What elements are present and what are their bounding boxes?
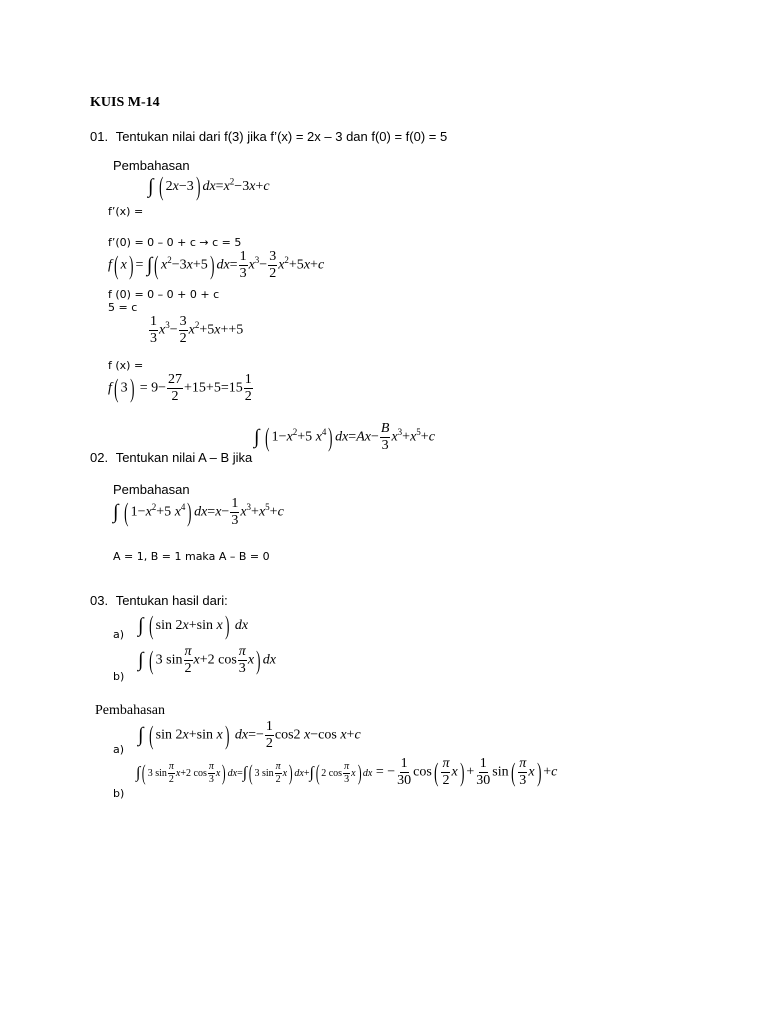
question-1-number: 01. [90, 129, 109, 144]
q1-fx-line: f (x) = [108, 359, 144, 372]
q3b-solution: ∫( 3 sin $\frac{\pi}{2}$ x+2 cos $\frac{\pi}{3}$ x) dx=∫( 3 sin $\frac{\pi}{2}$ x) dx+∫( 2 cos $\frac{\pi}{3}$ x) dx = − $\frac{1}{30}$ cos( $\frac{\pi}{2}$ x) + $\frac{1}{30}$ sin( $\frac{\pi}{3}$ x) +c [136, 756, 558, 788]
q1-f3-result: f( 3) = 9− $\frac{27}{2}$ +15+5=15 $\frac{1}{2}$ [108, 372, 252, 404]
question-2-text: Tentukan nilai A – B jika [115, 450, 253, 465]
q3b-integral: ∫ ( 3 sin $\frac{\pi}{2}$ x+2 cos $\frac{\pi}{3}$ x) dx [138, 644, 276, 676]
q1-pembahasan-label: Pembahasan [113, 158, 190, 173]
q1-fx-integral: f( x) = ∫( $x^2-3x+5$) dx= $\frac{1}{3}$ $x^3-$ $\frac{3}{2}$ $x^2+5x+c$ [108, 249, 325, 281]
q2-answer: A = 1, B = 1 maka A – B = 0 [113, 550, 270, 563]
q1-fx-result: $\frac{1}{3}$ $x^3-$ $\frac{3}{2}$ $x^2+5x++5$ [150, 314, 244, 346]
page-title: KUIS M-14 [90, 95, 160, 110]
q1-integral-1: ∫ ( 2x−3) $dx=x^2-3x+c$ [148, 172, 270, 201]
q3a-integral: ∫ ( sin 2x+sin x) dx [138, 611, 249, 640]
question-1 [90, 129, 447, 144]
q3b-solution-label: b) [113, 787, 125, 800]
question-3-text: Tentukan hasil dari: [115, 593, 228, 608]
q1-f-prime-line: f’(x) = [108, 205, 144, 218]
q3a-label: a) [113, 628, 125, 641]
q3-pembahasan-label: Pembahasan [95, 703, 165, 718]
q2-integral: ∫ ( $1-x^2+5$ $x^4$) dx=Ax− $\frac{B}{3}$ $x^3+x^5+c$ [254, 421, 435, 453]
q1-5c-line: 5 = c [108, 301, 138, 314]
question-2 [90, 450, 252, 465]
q1-f-prime0-line: f’(0) = 0 – 0 + c → c = 5 [108, 236, 242, 249]
q2-pembahasan-label: Pembahasan [113, 482, 190, 497]
q2-solution-integral: ∫ ( $1-x^2+5$ $x^4$) dx=x− $\frac{1}{3}$ $x^3+x^5+c$ [113, 496, 284, 528]
q3a-solution-label: a) [113, 743, 125, 756]
question-3 [90, 593, 228, 608]
q1-f0-line: f (0) = 0 – 0 + 0 + c [108, 288, 220, 301]
q3a-solution: ∫ ( sin 2x+sin x) dx=− $\frac{1}{2}$ cos2 x−cos x+c [138, 719, 361, 751]
question-3-number: 03. [90, 593, 109, 608]
q3b-label: b) [113, 670, 125, 683]
question-2-number: 02. [90, 450, 109, 465]
question-1-text: Tentukan nilai dari f(3) jika f’(x) = 2x – 3 dan f(0) = f(0) = 5 [115, 129, 448, 144]
